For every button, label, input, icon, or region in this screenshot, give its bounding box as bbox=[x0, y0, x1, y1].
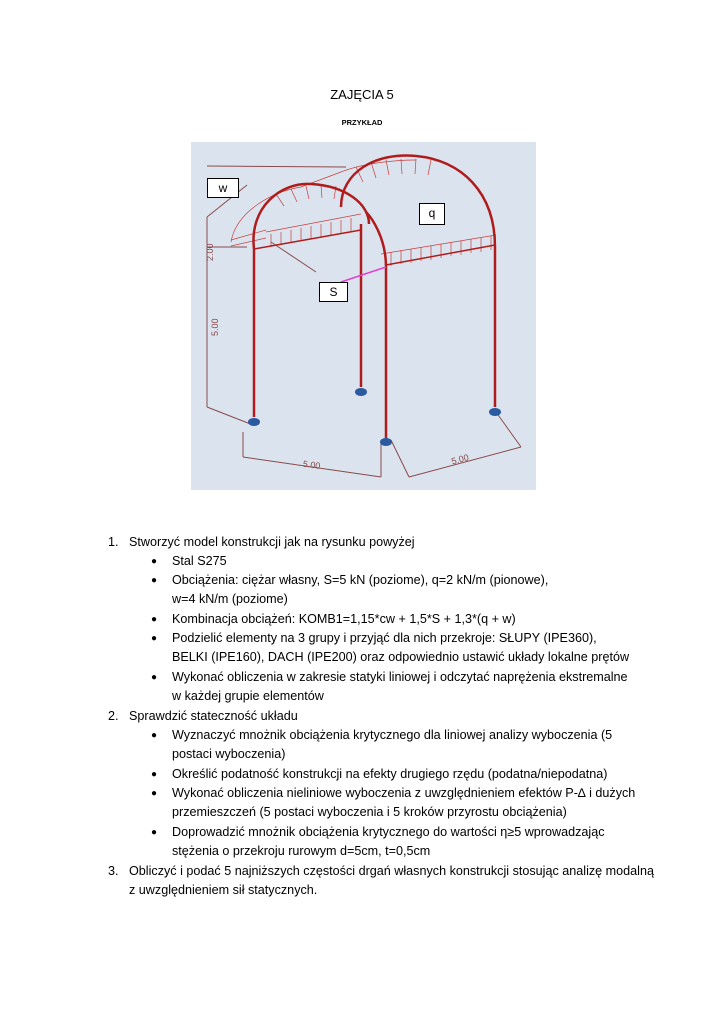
task-1-number: 1. bbox=[108, 535, 119, 549]
support-4 bbox=[489, 408, 501, 416]
line: Obciążenia: ciężar własny, S=5 kN (poziome), q=2 kN/m (pionowe), bbox=[172, 573, 549, 587]
task-2-text: Sprawdzić stateczność układu bbox=[129, 709, 298, 723]
bullet-icon: ● bbox=[151, 730, 158, 741]
line: postaci wyboczenia) bbox=[172, 747, 286, 762]
line: Wykonać obliczenia nieliniowe wyboczenia z uwzględnieniem efektów P-∆ i dużych bbox=[172, 786, 636, 800]
dim-span-2: 5.00 bbox=[450, 452, 470, 467]
brace-s bbox=[341, 267, 386, 282]
dim-h-col: 5.00 bbox=[210, 318, 220, 336]
support-3 bbox=[380, 438, 392, 446]
task-3-number: 3. bbox=[108, 864, 119, 878]
frame-members bbox=[253, 155, 495, 439]
line: Określić podatność konstrukcji na efekty drugiego rzędu (podatna/niepodatna) bbox=[172, 767, 608, 781]
task-1-bullet-1 bbox=[172, 552, 638, 571]
line: Podzielić elementy na 3 grupy i przyjąć dla nich przekroje: SŁUPY (IPE360), bbox=[172, 631, 597, 645]
task-2-bullet-3 bbox=[172, 784, 638, 823]
task-1-bullet-2 bbox=[172, 571, 638, 610]
load-label-q: q bbox=[419, 203, 445, 225]
task-1-bullet-3 bbox=[172, 610, 638, 629]
task-2-bullet-2 bbox=[172, 765, 638, 784]
page-subtitle: PRZYKŁAD bbox=[341, 118, 383, 127]
structure-figure bbox=[191, 142, 536, 490]
line: Wykonać obliczenia w zakresie statyki liniowej i odczytać naprężenia ekstremalne bbox=[172, 670, 628, 684]
line: w=4 kN/m (poziome) bbox=[172, 592, 288, 607]
line: Stal S275 bbox=[172, 554, 227, 568]
frame-drawing bbox=[191, 142, 536, 490]
load-label-s: S bbox=[319, 282, 348, 302]
line: przemieszczeń (5 postaci wyboczenia i 5 kroków przyrostu obciążenia) bbox=[172, 805, 567, 820]
line: stężenia o przekroju rurowym d=5cm, t=0,5cm bbox=[172, 844, 431, 859]
bullet-icon: ● bbox=[151, 788, 158, 799]
line: Kombinacja obciążeń: KOMB1=1,15*cw + 1,5*S + 1,3*(q + w) bbox=[172, 612, 516, 626]
dim-h-top: 2.00 bbox=[205, 243, 215, 261]
bullet-icon: ● bbox=[151, 672, 158, 683]
bullet-icon: ● bbox=[151, 575, 158, 586]
task-1-bullet-5 bbox=[172, 668, 638, 707]
supports bbox=[248, 388, 501, 446]
bullet-icon: ● bbox=[151, 827, 158, 838]
task-2-number: 2. bbox=[108, 709, 119, 723]
load-arrows bbox=[231, 159, 496, 266]
dim-span-1: 5.00 bbox=[302, 458, 322, 471]
line: z uwzględnieniem sił statycznych. bbox=[129, 883, 318, 898]
task-3-text bbox=[129, 862, 654, 901]
line: BELKI (IPE160), DACH (IPE200) oraz odpowiednio ustawić układy lokalne prętów bbox=[172, 650, 630, 665]
support-1 bbox=[248, 418, 260, 426]
bullet-icon: ● bbox=[151, 614, 158, 625]
line: Obliczyć i podać 5 najniższych częstości drgań własnych konstrukcji stosując analizę modalną bbox=[129, 864, 654, 878]
load-label-w: w bbox=[207, 178, 239, 198]
task-2-bullet-1 bbox=[172, 726, 638, 765]
task-2-bullet-4 bbox=[172, 823, 638, 862]
support-2 bbox=[355, 388, 367, 396]
bullet-icon: ● bbox=[151, 769, 158, 780]
page-title: ZAJĘCIA 5 bbox=[330, 87, 394, 102]
line: w każdej grupie elementów bbox=[172, 689, 324, 704]
bullet-icon: ● bbox=[151, 633, 158, 644]
line: Doprowadzić mnożnik obciążenia krytycznego do wartości η≥5 wprowadzając bbox=[172, 825, 605, 839]
line: Wyznaczyć mnożnik obciążenia krytycznego dla liniowej analizy wyboczenia (5 bbox=[172, 728, 613, 742]
task-1-text: Stworzyć model konstrukcji jak na rysunku powyżej bbox=[129, 535, 415, 549]
task-1-bullet-4 bbox=[172, 629, 638, 668]
bullet-icon: ● bbox=[151, 556, 158, 567]
